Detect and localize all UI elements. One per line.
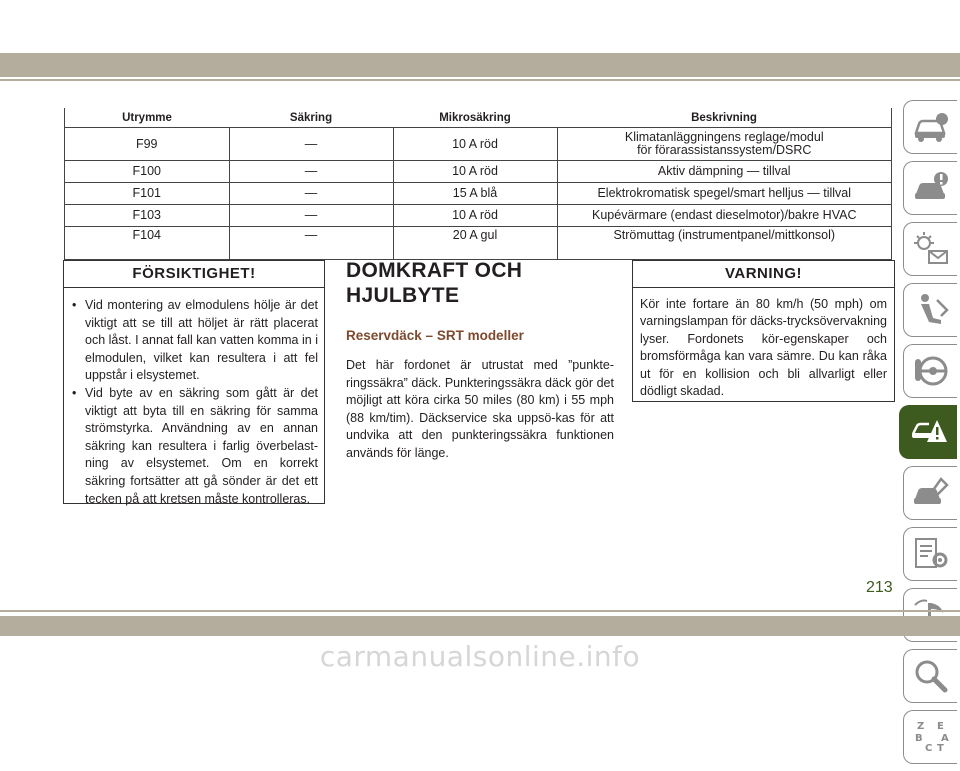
table-row	[65, 227, 892, 260]
column-header: Mikrosäkring	[393, 108, 557, 128]
specs-gear-icon	[911, 534, 951, 574]
index-letter: A	[940, 733, 949, 744]
watermark: carmanualsonline.info	[319, 640, 641, 673]
table-cell: —	[229, 161, 393, 183]
car-info-icon	[911, 107, 951, 147]
index-letter: B	[914, 733, 923, 744]
table-row	[65, 205, 892, 227]
table-header-row	[65, 108, 892, 128]
table-cell: 20 A gul	[393, 227, 557, 260]
section-subtitle: Reservdäck – SRT modeller	[346, 328, 524, 343]
car-wrench-icon	[911, 473, 951, 513]
column-header: Beskrivning	[557, 108, 892, 128]
page-number: 213	[866, 579, 893, 596]
table-row	[65, 128, 892, 161]
table-cell: Strömuttag (instrumentpanel/mittkonsol)	[557, 227, 892, 260]
tab-dashboard[interactable]	[903, 161, 957, 215]
footer-stripe	[0, 616, 960, 636]
caution-list	[72, 297, 318, 508]
section-body: Det här fordonet är utrustat med ”punkte-ringssäkra” däck. Punkteringssäkra däck gör det möjligt att köra cirka 50 miles (80 km) i 55 mph (88 km/tim). Däckservice ska uppsö-kas för att undvika att den punkteringssäkra funktionen används för länge.	[346, 358, 614, 460]
table-cell: —	[229, 227, 393, 260]
warning-box	[632, 260, 895, 402]
table-cell: F104	[65, 227, 230, 260]
tab-lights[interactable]	[903, 222, 957, 276]
table-cell: Klimatanläggningens reglage/modul för förarassistanssystem/DSRC	[557, 128, 892, 161]
table-cell: 15 A blå	[393, 183, 557, 205]
table-row	[65, 183, 892, 205]
tab-index[interactable]	[903, 710, 957, 764]
footer-rule	[0, 610, 960, 612]
index-letter: E	[936, 721, 944, 732]
table-cell: F101	[65, 183, 230, 205]
caution-title: FÖRSIKTIGHET!	[64, 261, 324, 288]
table-cell: Aktiv dämpning — tillval	[557, 161, 892, 183]
list-item: • Vid montering av elmodulens hölje är det viktigt att se till att höljet är rätt placerat och låst. I annat fall kan vatten komma in i elmodulen, vilket kan resultera i att fel uppstår i elsystemet.	[72, 297, 318, 385]
tab-driving[interactable]	[903, 344, 957, 398]
steering-wheel-icon	[911, 351, 951, 391]
table-cell: Kupévärmare (endast dieselmotor)/bakre HVAC	[557, 205, 892, 227]
table-row	[65, 161, 892, 183]
column-header: Utrymme	[65, 108, 230, 128]
seat-safety-icon	[911, 290, 951, 330]
table-cell: F103	[65, 205, 230, 227]
table-cell: F99	[65, 128, 230, 161]
header-stripe	[0, 53, 960, 77]
table-cell: —	[229, 128, 393, 161]
emergency-icon	[909, 412, 949, 452]
fuse-table	[64, 108, 892, 260]
index-letter: T	[936, 743, 944, 754]
section-title: DOMKRAFT OCH HJULBYTE	[346, 259, 523, 307]
index-letters-icon	[911, 717, 951, 757]
car-alert-icon	[911, 168, 951, 208]
table-cell: F100	[65, 161, 230, 183]
list-item: • Vid byte av en säkring som gått är det viktigt att byta till en säkring för samma strömstyrka. Användning av en annan säkring kan resultera i farlig överbelast-ning av elsystemet. Om en korrekt säkring fortsätter att gå sönder är det ett tecken på att kretsen måste kontrolleras.	[72, 385, 318, 508]
jacking-section	[346, 258, 614, 463]
light-message-icon	[911, 229, 951, 269]
warning-title: VARNING!	[633, 261, 894, 288]
column-header: Säkring	[229, 108, 393, 128]
table-cell: 10 A röd	[393, 205, 557, 227]
tab-emergency[interactable]	[899, 405, 957, 459]
warning-body: Kör inte fortare än 80 km/h (50 mph) om varningslampan för däcks-trycksövervakning lyser. Fordonets kör-egenskaper och bromsförmåga kan vara sämre. Du kan råka ut för en kollision och bli allvarligt eller dödligt skadad.	[640, 297, 887, 399]
tab-vehicle[interactable]	[903, 100, 957, 154]
tab-specifications[interactable]	[903, 527, 957, 581]
table-cell: Elektrokromatisk spegel/smart helljus — tillval	[557, 183, 892, 205]
index-letter: Z	[916, 721, 924, 732]
table-cell: —	[229, 183, 393, 205]
header-rule	[0, 79, 960, 81]
tab-service[interactable]	[903, 466, 957, 520]
table-cell: 10 A röd	[393, 161, 557, 183]
table-cell: 10 A röd	[393, 128, 557, 161]
caution-box	[63, 260, 325, 504]
table-cell: —	[229, 205, 393, 227]
index-letter: C	[924, 743, 932, 754]
header-band	[0, 0, 960, 86]
tab-safety[interactable]	[903, 283, 957, 337]
